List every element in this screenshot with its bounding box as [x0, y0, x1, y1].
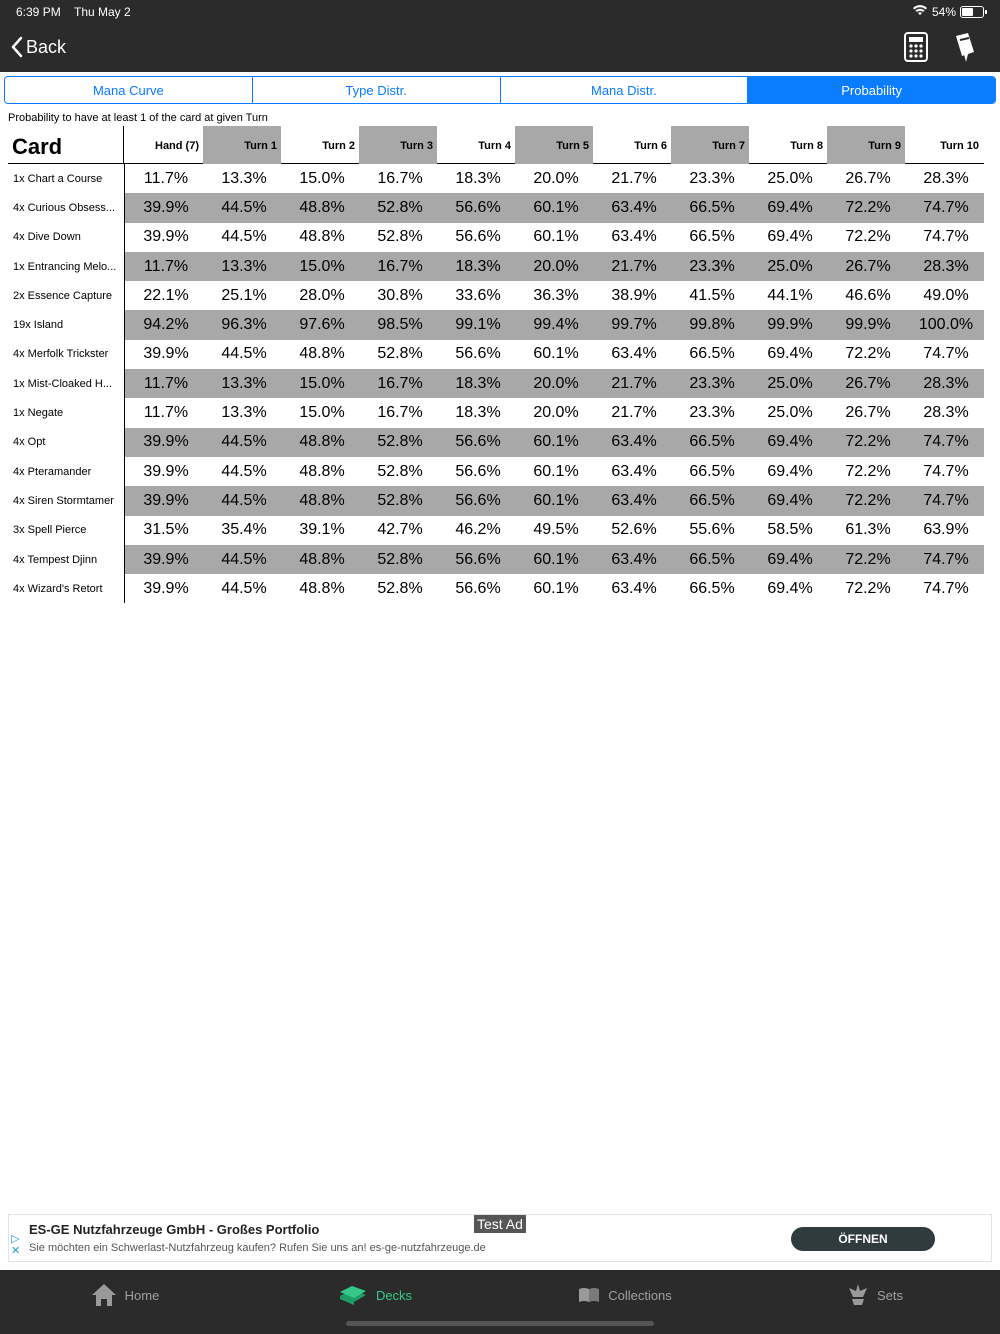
row-values [125, 486, 984, 515]
row-values [125, 457, 984, 486]
probability-cell: 63.4% [611, 550, 657, 568]
ad-banner[interactable] [8, 1214, 992, 1262]
probability-cell: 58.5% [767, 521, 813, 539]
row-values [125, 340, 984, 369]
probability-cell: 48.8% [299, 345, 345, 363]
probability-cell: 66.5% [689, 198, 735, 216]
table-row [8, 457, 984, 486]
probability-cell: 60.1% [533, 345, 579, 363]
probability-cell: 56.6% [455, 228, 501, 246]
probability-cell: 52.8% [377, 433, 423, 451]
probability-cell: 56.6% [455, 433, 501, 451]
probability-cell: 100.0% [918, 316, 974, 334]
card-name: 3x Spell Pierce [8, 516, 125, 545]
probability-cell: 63.4% [611, 228, 657, 246]
probability-cell: 72.2% [845, 345, 891, 363]
top-bar [0, 0, 1000, 72]
probability-cell: 16.7% [377, 374, 423, 392]
probability-cell: 56.6% [455, 491, 501, 509]
tab-sets-label: Sets [876, 1287, 903, 1303]
probability-cell: 23.3% [689, 404, 735, 422]
card-name: 2x Essence Capture [8, 281, 125, 310]
probability-cell: 52.8% [377, 579, 423, 597]
card-name: 1x Mist-Cloaked H... [8, 369, 125, 398]
probability-cell: 74.7% [923, 550, 969, 568]
probability-cell: 44.5% [221, 345, 267, 363]
probability-cell: 56.6% [455, 345, 501, 363]
probability-cell: 44.5% [221, 198, 267, 216]
row-values [125, 310, 984, 339]
home-indicator [346, 1321, 654, 1326]
tab-collections-label: Collections [608, 1287, 672, 1303]
probability-cell: 94.2% [143, 316, 189, 334]
tab-decks-label: Decks [375, 1287, 413, 1303]
table-header [8, 126, 984, 164]
card-column-header: Card [8, 126, 124, 164]
probability-cell: 72.2% [845, 228, 891, 246]
nav-icons [904, 32, 976, 69]
probability-cell: 99.9% [767, 316, 813, 334]
probability-cell: 44.5% [221, 579, 267, 597]
probability-cell: 39.9% [143, 462, 189, 480]
probability-cell: 21.7% [611, 404, 657, 422]
probability-cell: 60.1% [533, 550, 579, 568]
probability-cell: 99.8% [689, 316, 735, 334]
probability-cell: 18.3% [455, 404, 501, 422]
probability-cell: 13.3% [221, 169, 267, 187]
probability-cell: 72.2% [845, 579, 891, 597]
probability-cell: 48.8% [299, 433, 345, 451]
probability-cell: 99.9% [845, 316, 891, 334]
probability-cell: 28.0% [299, 286, 345, 304]
column-header: Turn 9 [827, 126, 905, 164]
probability-cell: 60.1% [533, 462, 579, 480]
probability-cell: 69.4% [767, 433, 813, 451]
column-header: Turn 10 [940, 140, 979, 152]
probability-cell: 66.5% [689, 228, 735, 246]
card-name: 1x Chart a Course [8, 164, 125, 193]
row-values [125, 398, 984, 427]
probability-cell: 69.4% [767, 198, 813, 216]
probability-cell: 56.6% [455, 198, 501, 216]
probability-cell: 16.7% [377, 169, 423, 187]
probability-cell: 23.3% [689, 169, 735, 187]
probability-cell: 25.1% [221, 286, 267, 304]
row-values [125, 193, 984, 222]
probability-cell: 61.3% [845, 521, 891, 539]
probability-cell: 60.1% [533, 198, 579, 216]
probability-cell: 63.4% [611, 433, 657, 451]
table-row [8, 545, 984, 574]
battery-fill [962, 8, 973, 16]
probability-cell: 28.3% [923, 257, 969, 275]
probability-cell: 25.0% [767, 404, 813, 422]
back-label: Back [26, 36, 67, 57]
table-row [8, 340, 984, 369]
book-icon [578, 1287, 600, 1303]
probability-cell: 26.7% [845, 374, 891, 392]
probability-cell: 55.6% [689, 521, 735, 539]
probability-cell: 52.8% [377, 550, 423, 568]
probability-cell: 99.4% [533, 316, 579, 334]
probability-cell: 28.3% [923, 169, 969, 187]
probability-cell: 39.9% [143, 345, 189, 363]
probability-cell: 52.8% [377, 228, 423, 246]
probability-cell: 11.7% [143, 169, 189, 187]
probability-cell: 23.3% [689, 257, 735, 275]
probability-cell: 96.3% [221, 316, 267, 334]
probability-cell: 63.4% [611, 491, 657, 509]
probability-cell: 33.6% [455, 286, 501, 304]
table-row [8, 516, 984, 545]
probability-cell: 26.7% [845, 257, 891, 275]
probability-cell: 63.4% [611, 198, 657, 216]
probability-cell: 41.5% [689, 286, 735, 304]
calculator-icon[interactable] [904, 32, 928, 69]
probability-cell: 21.7% [611, 374, 657, 392]
probability-cell: 16.7% [377, 404, 423, 422]
probability-cell: 72.2% [845, 550, 891, 568]
probability-cell: 22.1% [143, 286, 189, 304]
tab-sets[interactable] [750, 1270, 1000, 1334]
probability-cell: 26.7% [845, 169, 891, 187]
table-row [8, 193, 984, 222]
probability-cell: 25.0% [767, 257, 813, 275]
probability-cell: 11.7% [143, 374, 189, 392]
probability-cell: 72.2% [845, 433, 891, 451]
card-name: 19x Island [8, 310, 125, 339]
table-row [8, 252, 984, 281]
probability-cell: 15.0% [299, 404, 345, 422]
card-name: 4x Siren Stormtamer [8, 486, 125, 515]
probability-cell: 63.4% [611, 579, 657, 597]
probability-cell: 49.0% [923, 286, 969, 304]
table-row [8, 398, 984, 427]
probability-cell: 23.3% [689, 374, 735, 392]
probability-cell: 52.8% [377, 345, 423, 363]
probability-cell: 16.7% [377, 257, 423, 275]
column-header: Turn 2 [322, 140, 355, 152]
probability-cell: 39.1% [299, 521, 345, 539]
probability-cell: 56.6% [455, 462, 501, 480]
probability-cell: 99.1% [455, 316, 501, 334]
row-values [125, 516, 984, 545]
ad-open-button[interactable]: ÖFFNEN [791, 1227, 935, 1251]
tab-mana-curve[interactable]: Mana Curve [5, 77, 253, 103]
probability-cell: 66.5% [689, 462, 735, 480]
probability-cell: 39.9% [143, 550, 189, 568]
segmented-control [4, 76, 996, 104]
probability-cell: 48.8% [299, 579, 345, 597]
probability-cell: 52.6% [611, 521, 657, 539]
probability-cell: 69.4% [767, 228, 813, 246]
ad-title: ES-GE Nutzfahrzeuge GmbH - Großes Portfolio [29, 1222, 320, 1237]
tab-mana-distr[interactable]: Mana Distr. [501, 77, 749, 103]
probability-cell: 18.3% [455, 169, 501, 187]
row-values [125, 164, 984, 193]
probability-cell: 13.3% [221, 257, 267, 275]
table-row [8, 164, 984, 193]
probability-cell: 35.4% [221, 521, 267, 539]
probability-cell: 11.7% [143, 404, 189, 422]
card-name: 4x Pteramander [8, 457, 125, 486]
card-name: 4x Wizard's Retort [8, 574, 125, 603]
probability-cell: 39.9% [143, 491, 189, 509]
probability-cell: 60.1% [533, 228, 579, 246]
column-header: Turn 3 [359, 126, 437, 164]
probability-cell: 21.7% [611, 169, 657, 187]
battery-percent: 54% [931, 4, 956, 19]
probability-cell: 69.4% [767, 462, 813, 480]
column-header: Turn 1 [203, 126, 281, 164]
probability-cell: 11.7% [143, 257, 189, 275]
probability-cell: 66.5% [689, 345, 735, 363]
probability-cell: 46.6% [845, 286, 891, 304]
probability-cell: 44.5% [221, 550, 267, 568]
table-row [8, 428, 984, 457]
table-subtitle: Probability to have at least 1 of the card at given Turn [8, 112, 268, 124]
column-header: Turn 5 [515, 126, 593, 164]
probability-cell: 74.7% [923, 198, 969, 216]
probability-cell: 69.4% [767, 491, 813, 509]
column-header: Turn 7 [671, 126, 749, 164]
probability-cell: 39.9% [143, 579, 189, 597]
table-row [8, 310, 984, 339]
card-name: 1x Entrancing Melo... [8, 252, 125, 281]
probability-cell: 66.5% [689, 491, 735, 509]
card-name: 4x Merfolk Trickster [8, 340, 125, 369]
probability-cell: 15.0% [299, 257, 345, 275]
probability-cell: 13.3% [221, 404, 267, 422]
probability-cell: 74.7% [923, 579, 969, 597]
probability-cell: 66.5% [689, 550, 735, 568]
column-header: Hand (7) [155, 140, 199, 152]
card-name: 1x Negate [8, 398, 125, 427]
probability-cell: 44.5% [221, 228, 267, 246]
chevron-left-icon [10, 36, 24, 58]
turn-column-headers [125, 126, 984, 164]
probability-cell: 26.7% [845, 404, 891, 422]
probability-cell: 48.8% [299, 462, 345, 480]
probability-cell: 74.7% [923, 462, 969, 480]
probability-cell: 74.7% [923, 491, 969, 509]
back-button[interactable] [10, 36, 66, 58]
tab-type-distr[interactable]: Type Distr. [253, 77, 501, 103]
ad-choices-icon[interactable]: ▷ ✕ [11, 1233, 21, 1257]
probability-cell: 13.3% [221, 374, 267, 392]
probability-cell: 30.8% [377, 286, 423, 304]
row-values [125, 574, 984, 603]
probability-cell: 21.7% [611, 257, 657, 275]
table-body [8, 164, 984, 603]
status-right [912, 4, 984, 19]
probability-cell: 44.5% [221, 433, 267, 451]
row-values [125, 223, 984, 252]
probability-cell: 74.7% [923, 433, 969, 451]
probability-cell: 20.0% [533, 257, 579, 275]
card-name: 4x Dive Down [8, 223, 125, 252]
card-draw-icon[interactable] [954, 32, 976, 69]
table-row [8, 369, 984, 398]
table-row [8, 281, 984, 310]
probability-cell: 48.8% [299, 228, 345, 246]
probability-cell: 44.1% [767, 286, 813, 304]
status-time: 6:39 PM [16, 5, 61, 19]
probability-cell: 44.5% [221, 491, 267, 509]
row-values [125, 369, 984, 398]
probability-cell: 48.8% [299, 491, 345, 509]
status-date: Thu May 2 [74, 5, 131, 19]
probability-cell: 56.6% [455, 550, 501, 568]
probability-cell: 99.7% [611, 316, 657, 334]
decks-icon [338, 1284, 368, 1306]
wifi-icon [912, 4, 928, 19]
probability-table [8, 126, 984, 603]
table-row [8, 486, 984, 515]
column-header: Turn 8 [790, 140, 823, 152]
probability-cell: 66.5% [689, 433, 735, 451]
probability-cell: 72.2% [845, 198, 891, 216]
probability-cell: 60.1% [533, 433, 579, 451]
probability-cell: 56.6% [455, 579, 501, 597]
card-name: 4x Curious Obsess... [8, 193, 125, 222]
ad-text: Sie möchten ein Schwerlast-Nutzfahrzeug kaufen? Rufen Sie uns an! es-ge-nutzfahrzeuge.de [29, 1242, 486, 1254]
tab-home-label: Home [124, 1287, 160, 1303]
probability-cell: 20.0% [533, 374, 579, 392]
probability-cell: 20.0% [533, 169, 579, 187]
probability-cell: 38.9% [611, 286, 657, 304]
probability-cell: 48.8% [299, 550, 345, 568]
ad-tag: Test Ad [474, 1215, 526, 1233]
table-row [8, 223, 984, 252]
column-header: Turn 4 [478, 140, 511, 152]
home-icon [91, 1283, 117, 1307]
probability-cell: 63.4% [611, 462, 657, 480]
probability-cell: 74.7% [923, 345, 969, 363]
probability-cell: 49.5% [533, 521, 579, 539]
probability-cell: 18.3% [455, 374, 501, 392]
battery-icon [960, 6, 984, 18]
probability-cell: 63.9% [923, 521, 969, 539]
card-name: 4x Opt [8, 428, 125, 457]
probability-cell: 66.5% [689, 579, 735, 597]
probability-cell: 39.9% [143, 198, 189, 216]
probability-cell: 18.3% [455, 257, 501, 275]
probability-cell: 69.4% [767, 579, 813, 597]
tab-probability[interactable]: Probability [748, 77, 995, 103]
probability-cell: 44.5% [221, 462, 267, 480]
table-row [8, 574, 984, 603]
probability-cell: 15.0% [299, 374, 345, 392]
probability-cell: 31.5% [143, 521, 189, 539]
probability-cell: 69.4% [767, 550, 813, 568]
probability-cell: 39.9% [143, 228, 189, 246]
probability-cell: 36.3% [533, 286, 579, 304]
probability-cell: 52.8% [377, 198, 423, 216]
probability-cell: 72.2% [845, 462, 891, 480]
probability-cell: 98.5% [377, 316, 423, 334]
probability-cell: 69.4% [767, 345, 813, 363]
row-values [125, 545, 984, 574]
probability-cell: 72.2% [845, 491, 891, 509]
probability-cell: 63.4% [611, 345, 657, 363]
row-values [125, 252, 984, 281]
card-name: 4x Tempest Djinn [8, 545, 125, 574]
probability-cell: 48.8% [299, 198, 345, 216]
probability-cell: 28.3% [923, 404, 969, 422]
probability-cell: 60.1% [533, 491, 579, 509]
probability-cell: 60.1% [533, 579, 579, 597]
probability-cell: 97.6% [299, 316, 345, 334]
probability-cell: 42.7% [377, 521, 423, 539]
probability-cell: 20.0% [533, 404, 579, 422]
tab-home[interactable] [0, 1270, 250, 1334]
column-header: Turn 6 [634, 140, 667, 152]
probability-cell: 39.9% [143, 433, 189, 451]
probability-cell: 15.0% [299, 169, 345, 187]
row-values [125, 281, 984, 310]
probability-cell: 28.3% [923, 374, 969, 392]
probability-cell: 52.8% [377, 462, 423, 480]
probability-cell: 52.8% [377, 491, 423, 509]
probability-cell: 25.0% [767, 374, 813, 392]
probability-cell: 74.7% [923, 228, 969, 246]
crown-icon [847, 1283, 869, 1307]
status-bar [0, 4, 1000, 22]
row-values [125, 428, 984, 457]
probability-cell: 46.2% [455, 521, 501, 539]
probability-cell: 25.0% [767, 169, 813, 187]
